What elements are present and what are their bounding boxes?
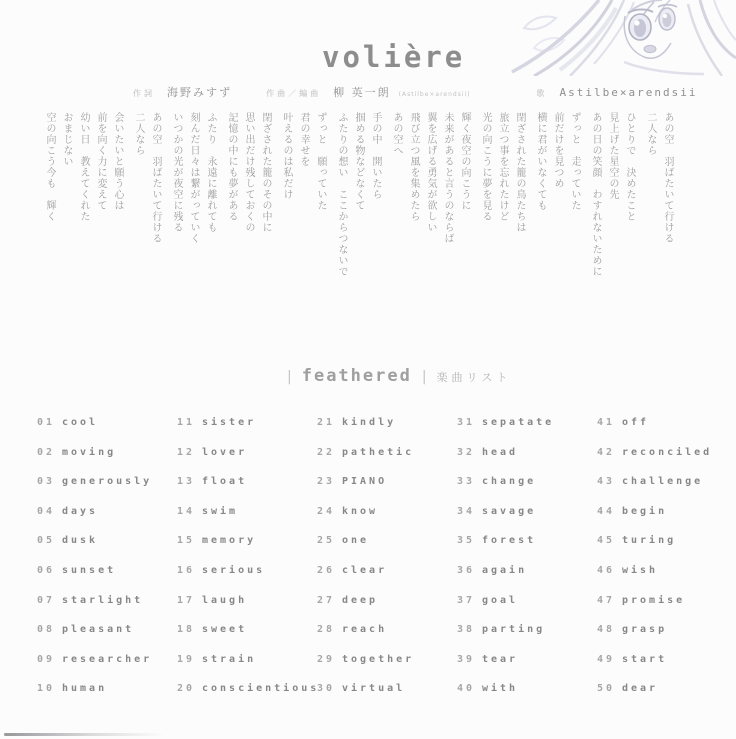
track-number: 20	[177, 683, 196, 695]
track-number: 16	[177, 564, 196, 576]
lyric-line: 旅立つ事を忘れたけど	[497, 112, 508, 222]
track-row	[37, 535, 177, 565]
track-row	[457, 624, 597, 654]
track-title: off	[622, 417, 650, 428]
track-number: 19	[177, 653, 196, 665]
track-number: 10	[37, 683, 56, 695]
lyric-line: 掴める物などなくて	[353, 112, 364, 211]
track-title: sweet	[202, 624, 248, 636]
track-row	[317, 476, 457, 506]
track-title: sister	[202, 417, 257, 428]
track-row	[177, 595, 317, 625]
credit-note: (Astilbe×arendsii)	[398, 91, 471, 98]
lyric-stanza	[477, 112, 528, 364]
lyric-line: 手の中 開いたら	[370, 112, 381, 200]
track-number: 22	[317, 446, 336, 458]
track-title: grasp	[622, 624, 668, 636]
track-number: 36	[457, 564, 476, 576]
track-row	[37, 654, 177, 684]
track-row	[597, 447, 736, 477]
track-title: serious	[202, 564, 266, 576]
track-number: 34	[457, 505, 476, 517]
track-title: begin	[622, 505, 668, 517]
track-number: 25	[317, 535, 336, 547]
lyric-line: あの日の笑顔 わすれないために	[590, 112, 601, 277]
track-row	[597, 683, 736, 713]
lyric-line: いつかの光が夜空に残る	[171, 112, 182, 233]
track-number: 14	[177, 505, 196, 517]
track-title: with	[482, 683, 519, 695]
track-title: wish	[622, 564, 659, 576]
lyric-line: ずっと 願っていた	[315, 112, 326, 211]
track-row	[597, 654, 736, 684]
lyric-line: 前を向く力に変えて	[95, 112, 106, 211]
track-title: parting	[482, 624, 546, 636]
track-number: 38	[457, 624, 476, 636]
track-row	[317, 654, 457, 684]
track-number: 18	[177, 624, 196, 636]
lyric-line: 空の向こう今も 輝く	[44, 112, 55, 222]
track-row	[177, 683, 320, 713]
credit-group	[537, 86, 698, 99]
track-title: generously	[62, 476, 153, 488]
track-number: 42	[597, 446, 616, 458]
page-title: volière	[322, 40, 466, 74]
track-number: 26	[317, 564, 336, 576]
track-row	[37, 476, 177, 506]
track-number: 33	[457, 476, 476, 488]
track-title: reach	[342, 624, 388, 636]
lyric-line: あの空 羽ばたいて行ける	[150, 112, 161, 244]
lyric-line: 会いたいと願う心は	[112, 112, 123, 211]
lyric-line: ふたりの想い ここからつないで	[336, 112, 347, 277]
track-row	[177, 476, 317, 506]
track-number: 03	[37, 476, 56, 488]
track-column	[597, 417, 736, 713]
track-title: clear	[342, 564, 388, 576]
track-number: 31	[457, 417, 476, 428]
track-column	[457, 417, 597, 713]
track-title: reconciled	[622, 446, 713, 458]
track-row	[37, 683, 177, 713]
track-number: 49	[597, 653, 616, 665]
lyric-stanza	[223, 112, 274, 364]
track-title: PIANO	[342, 476, 388, 488]
track-number: 01	[37, 417, 56, 428]
tracklist-title: feathered	[301, 366, 412, 386]
track-row	[597, 624, 736, 654]
track-row	[317, 683, 457, 713]
track-row	[37, 447, 177, 477]
lyric-line: 刻んだ日々は繋がっていく	[188, 112, 199, 244]
track-row	[457, 417, 597, 447]
track-title: turing	[622, 535, 677, 547]
track-number: 27	[317, 594, 336, 606]
track-title: sunset	[62, 564, 117, 576]
lyrics-block	[36, 112, 676, 364]
track-title: together	[342, 653, 415, 665]
track-number: 39	[457, 653, 476, 665]
track-title: float	[202, 476, 248, 488]
track-number: 50	[597, 683, 616, 695]
track-row	[317, 624, 457, 654]
track-row	[317, 595, 457, 625]
lyric-line: 叶えるのは私だけ	[281, 112, 292, 200]
track-title: swim	[202, 505, 239, 517]
track-number: 35	[457, 535, 476, 547]
track-title: goal	[482, 594, 519, 606]
lyric-line: 飛び立つ風を集めたら	[408, 112, 419, 222]
track-row	[457, 447, 597, 477]
track-title: lover	[202, 446, 248, 458]
track-title: laugh	[202, 594, 248, 606]
credit-group	[133, 84, 232, 100]
credit-name: Astilbe×arendsii	[559, 86, 698, 99]
track-title: moving	[62, 446, 117, 458]
track-title: start	[622, 653, 668, 665]
divider-bar: |	[287, 369, 292, 385]
track-row	[597, 476, 736, 506]
track-number: 11	[177, 417, 196, 428]
track-row	[177, 447, 317, 477]
track-row	[457, 565, 597, 595]
track-number: 08	[37, 624, 56, 636]
track-row	[37, 624, 177, 654]
track-number: 02	[37, 446, 56, 458]
track-title: head	[482, 446, 519, 458]
track-number: 07	[37, 594, 56, 606]
tracklist-header	[287, 366, 511, 386]
lyric-line: 幼い日 教えてくれた	[78, 112, 89, 222]
track-number: 06	[37, 564, 56, 576]
track-row	[177, 506, 317, 536]
track-number: 05	[37, 535, 56, 547]
track-number: 32	[457, 446, 476, 458]
lyric-stanza	[388, 112, 473, 364]
track-title: virtual	[342, 683, 406, 695]
anime-girl-sketch-image	[504, 0, 736, 76]
track-number: 30	[317, 683, 336, 695]
track-title: researcher	[62, 653, 153, 665]
track-number: 13	[177, 476, 196, 488]
track-title: human	[62, 683, 108, 695]
track-number: 44	[597, 505, 616, 517]
track-row	[457, 476, 597, 506]
track-row	[317, 417, 457, 447]
credit-role-label: 作詞	[133, 89, 155, 98]
track-number: 15	[177, 535, 196, 547]
corner-illustration	[504, 0, 736, 76]
track-title: deep	[342, 594, 379, 606]
lyric-line: 翼を広げる勇気が欲しい	[425, 112, 436, 233]
track-title: days	[62, 505, 99, 517]
lyric-stanza	[168, 112, 219, 364]
track-title: pathetic	[342, 446, 415, 458]
track-title: dusk	[62, 535, 99, 547]
track-title: promise	[622, 594, 686, 606]
track-row	[37, 506, 177, 536]
track-row	[597, 565, 736, 595]
lyric-stanza	[333, 112, 384, 364]
track-number: 23	[317, 476, 336, 488]
credit-name: 海野みすず	[167, 86, 233, 99]
track-number: 17	[177, 594, 196, 606]
track-title: conscientious	[202, 683, 320, 695]
track-row	[597, 506, 736, 536]
track-title: cool	[62, 417, 99, 428]
lyric-line: 光の向こうに夢を見る	[480, 112, 491, 222]
track-row	[177, 624, 317, 654]
track-title: memory	[202, 535, 257, 547]
tracklist-subtitle: 楽曲リスト	[436, 371, 512, 384]
credits-line	[133, 84, 698, 100]
lyric-line: 記憶の中にも夢がある	[226, 112, 237, 222]
lyric-stanza	[587, 112, 638, 364]
track-number: 43	[597, 476, 616, 488]
track-number: 47	[597, 594, 616, 606]
lyric-line: あの空へ	[391, 112, 402, 156]
track-row	[177, 535, 317, 565]
lyric-line: ずっと 走っていた	[569, 112, 580, 211]
divider-bar: |	[421, 369, 427, 385]
track-row	[597, 595, 736, 625]
lyric-line: あの空 羽ばたいて行ける	[662, 112, 673, 244]
track-number: 37	[457, 594, 476, 606]
lyric-line: 二人なら	[133, 112, 144, 156]
track-title: know	[342, 505, 379, 517]
track-title: savage	[482, 505, 537, 517]
track-row	[597, 417, 736, 447]
track-row	[177, 417, 317, 447]
track-row	[597, 535, 736, 565]
track-title: tear	[482, 653, 519, 665]
lyric-line: ふたり 永遠に離れても	[205, 112, 216, 233]
tracklist	[37, 417, 736, 713]
track-column	[177, 417, 320, 713]
track-title: one	[342, 535, 370, 547]
lyric-line: 二人なら	[645, 112, 656, 156]
lyric-line: 前だけを見つめ	[552, 112, 563, 189]
lyric-line: 思い出だけ残しておくの	[243, 112, 254, 233]
lyric-stanza	[642, 112, 676, 364]
track-number: 40	[457, 683, 476, 695]
lyric-stanza	[278, 112, 329, 364]
track-row	[317, 506, 457, 536]
track-number: 48	[597, 624, 616, 636]
track-row	[37, 565, 177, 595]
track-title: forest	[482, 535, 537, 547]
track-row	[457, 654, 597, 684]
lyric-line: 未来があると言うのならば	[442, 112, 453, 244]
track-title: challenge	[622, 476, 704, 488]
lyric-line: 輝く夜空の向こうに	[459, 112, 470, 211]
track-row	[37, 417, 177, 447]
track-row	[37, 595, 177, 625]
track-number: 45	[597, 535, 616, 547]
lyric-line: 横に君がいなくても	[535, 112, 546, 211]
track-row	[177, 654, 317, 684]
track-row	[457, 506, 597, 536]
track-number: 24	[317, 505, 336, 517]
track-title: kindly	[342, 417, 397, 428]
track-number: 09	[37, 653, 56, 665]
track-title: sepatate	[482, 417, 555, 428]
lyric-stanza	[532, 112, 583, 364]
track-row	[457, 595, 597, 625]
track-number: 04	[37, 505, 56, 517]
track-number: 12	[177, 446, 196, 458]
track-column	[317, 417, 457, 713]
scan-edge-artifact	[4, 733, 164, 736]
track-row	[317, 565, 457, 595]
lyric-stanza	[41, 112, 126, 364]
credit-role-label: 歌	[536, 89, 548, 98]
lyric-line: おまじない	[61, 112, 72, 167]
track-title: again	[482, 564, 528, 576]
track-title: change	[482, 476, 537, 488]
track-row	[457, 535, 597, 565]
track-number: 28	[317, 624, 336, 636]
credit-group	[266, 84, 470, 100]
credit-role-label: 作曲／編曲	[266, 89, 322, 98]
track-column	[37, 417, 177, 713]
track-row	[177, 565, 317, 595]
track-title: pleasant	[62, 624, 135, 636]
lyric-line: 見上げた星空の先	[607, 112, 618, 200]
lyric-line: ひとりで 決めたこと	[624, 112, 635, 222]
lyric-line: 閉ざされた籠の鳥たちは	[514, 112, 525, 233]
track-title: starlight	[62, 594, 144, 606]
track-title: strain	[202, 653, 257, 665]
lyric-stanza	[130, 112, 164, 364]
track-row	[317, 535, 457, 565]
track-title: dear	[622, 683, 659, 695]
lyric-line: 君の幸せを	[298, 112, 309, 167]
track-row	[457, 683, 597, 713]
track-number: 29	[317, 653, 336, 665]
credit-name: 柳 英一朗	[333, 86, 391, 99]
track-number: 46	[597, 564, 616, 576]
track-number: 41	[597, 417, 616, 428]
track-row	[317, 447, 457, 477]
track-number: 21	[317, 417, 336, 428]
lyric-line: 閉ざされた籠のその中に	[260, 112, 271, 233]
